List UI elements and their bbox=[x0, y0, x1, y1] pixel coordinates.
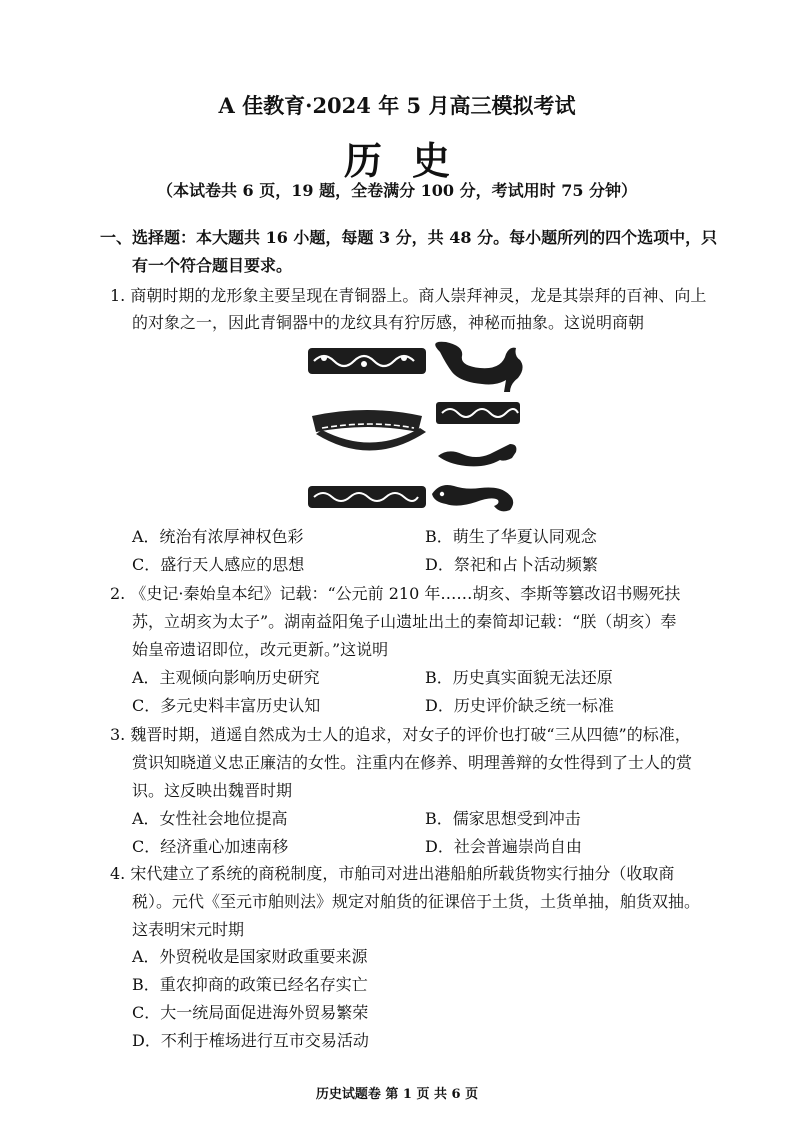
dragon-silhouette-small-icon bbox=[438, 444, 516, 466]
q1-option-c: C．盛行天人感应的思想 bbox=[132, 555, 305, 574]
q3-option-a: A．女性社会地位提高 bbox=[132, 809, 288, 828]
q1-option-d: D．祭祀和占卜活动频繁 bbox=[425, 555, 598, 574]
q4-stem-line1: 4. 宋代建立了系统的商税制度，市舶司对进出港船舶所载货物实行抽分（收取商 bbox=[110, 864, 675, 883]
q1-stem-line1: 1. 商朝时期的龙形象主要呈现在青铜器上。商人崇拜神灵，龙是其崇拜的百神、向上 bbox=[110, 286, 707, 305]
q1-option-b: B．萌生了华夏认同观念 bbox=[425, 527, 597, 546]
q3-option-b: B．儒家思想受到冲击 bbox=[425, 809, 581, 828]
dragon-silhouette-bottom-icon bbox=[432, 485, 513, 511]
q2-option-a: A．主观倾向影响历史研究 bbox=[132, 668, 320, 687]
exam-title: A 佳教育·2024 年 5 月高三模拟考试 bbox=[218, 93, 576, 118]
dragon-band-bottom-icon bbox=[308, 486, 426, 508]
q3-stem-line1: 3. 魏晋时期，逍遥自然成为士人的追求，对女子的评价也打破“三从四德”的标准， bbox=[110, 725, 691, 744]
q3-stem-line2: 赏识知晓道义忠正廉洁的女性。注重内在修养、明理善辩的女性得到了士人的赏 bbox=[132, 753, 693, 772]
q3-option-d: D．社会普遍崇尚自由 bbox=[425, 837, 582, 856]
q4-option-c: C．大一统局面促进海外贸易繁荣 bbox=[132, 1003, 369, 1022]
dragon-arch-icon bbox=[312, 410, 426, 451]
dragon-silhouette-top-icon bbox=[435, 342, 522, 392]
q2-option-b: B．历史真实面貌无法还原 bbox=[425, 668, 613, 687]
dragon-pattern-figure bbox=[300, 338, 530, 520]
q2-stem-line3: 始皇帝遗诏即位，改元更新。”这说明 bbox=[132, 640, 389, 659]
q2-option-d: D．历史评价缺乏统一标准 bbox=[425, 696, 614, 715]
q2-stem-line2: 苏，立胡亥为太子”。湖南益阳兔子山遗址出土的秦简却记载：“朕（胡亥）奉 bbox=[132, 612, 677, 631]
exam-info: （本试卷共 6 页，19 题，全卷满分 100 分，考试用时 75 分钟） bbox=[156, 181, 638, 200]
q1-option-a: A．统治有浓厚神权色彩 bbox=[132, 527, 304, 546]
q4-stem-line3: 这表明宋元时期 bbox=[132, 920, 245, 939]
subject-title: 历史 bbox=[343, 138, 480, 183]
q2-stem-line1: 2. 《史记·秦始皇本纪》记载：“公元前 210 年……胡亥、李斯等篡改诏书赐死扶 bbox=[110, 584, 681, 603]
dragon-band-middle-icon bbox=[436, 402, 520, 424]
page-footer: 历史试题卷 第 1 页 共 6 页 bbox=[315, 1087, 479, 1102]
section-heading-line1: 一、选择题：本大题共 16 小题，每题 3 分，共 48 分。每小题所列的四个选项中，只 bbox=[100, 228, 718, 247]
q3-option-c: C．经济重心加速南移 bbox=[132, 837, 289, 856]
q2-option-c: C．多元史料丰富历史认知 bbox=[132, 696, 321, 715]
q4-stem-line2: 税）。元代《至元市舶则法》规定对舶货的征课倍于土货，土货单抽，舶货双抽。 bbox=[132, 892, 701, 911]
section-heading-line2: 有一个符合题目要求。 bbox=[132, 256, 293, 275]
dragon-band-top-icon bbox=[308, 348, 426, 374]
q3-stem-line3: 识。这反映出魏晋时期 bbox=[132, 781, 293, 800]
q4-option-d: D．不利于榷场进行互市交易活动 bbox=[132, 1031, 369, 1050]
q4-option-a: A．外贸税收是国家财政重要来源 bbox=[132, 947, 368, 966]
q4-option-b: B．重农抑商的政策已经名存实亡 bbox=[132, 975, 368, 994]
q1-stem-line2: 的对象之一，因此青铜器中的龙纹具有狞厉感，神秘而抽象。这说明商朝 bbox=[132, 313, 645, 332]
